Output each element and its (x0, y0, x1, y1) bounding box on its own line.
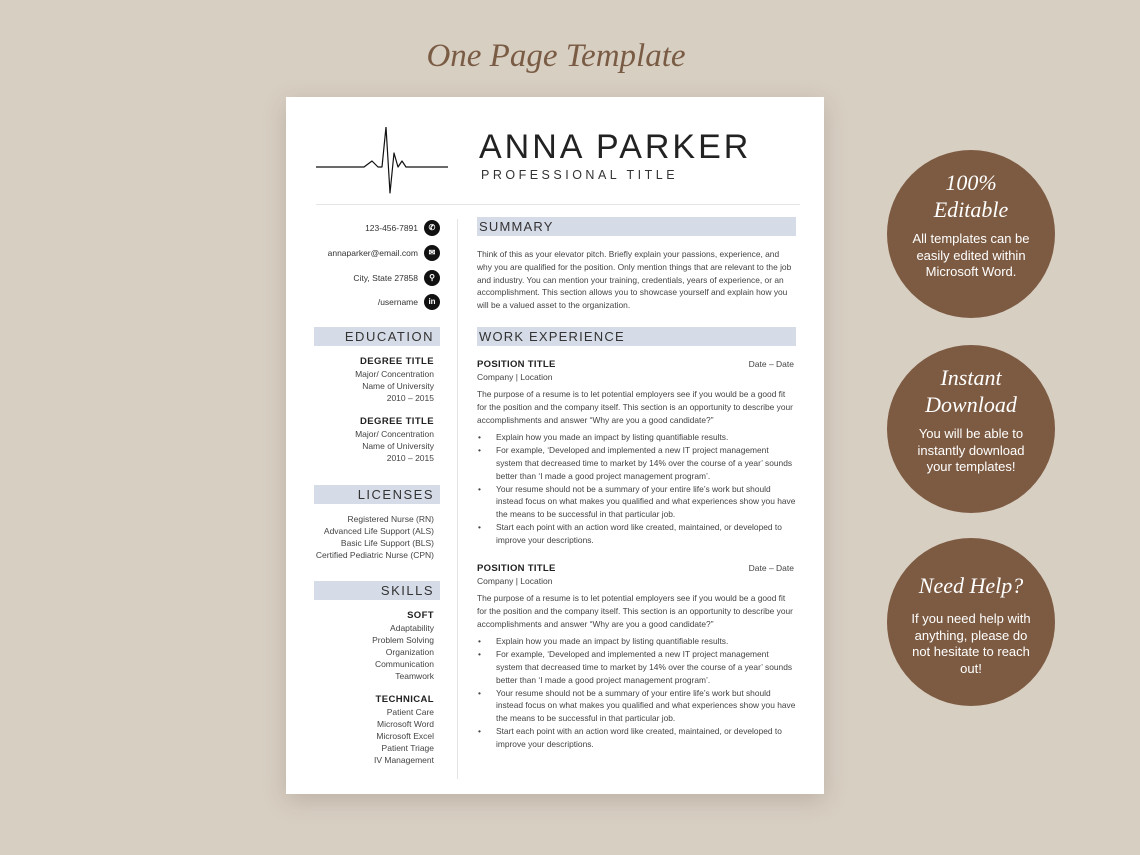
email-icon: ✉ (424, 245, 440, 261)
contact-location (353, 269, 440, 287)
soft-skills-title: SOFT (407, 610, 434, 621)
technical-skills-title: TECHNICAL (375, 694, 434, 705)
degree-years: 2010 – 2015 (386, 453, 434, 463)
contact-email (328, 244, 440, 262)
job-description: The purpose of a resume is to let potential employers see if you would be a good fit for the position and the company itself. This section is an opportunity to describe your accomplishments and answer “Why are you a good candidate?” (477, 389, 793, 425)
job-company: Company | Location (477, 372, 553, 382)
contact-linkedin (378, 293, 440, 311)
job-company: Company | Location (477, 576, 553, 586)
list-item: • Start each point with an action word like created, maintained, or developed to improve your descriptions. (477, 521, 796, 547)
skills-heading: SKILLS (314, 581, 440, 600)
skill-item: Microsoft Excel (376, 731, 434, 741)
header-divider (316, 204, 800, 205)
job-entry (477, 359, 796, 547)
list-item: • For example, ‘Developed and implemented a new IT project management system that decreased time to market by 14% over the course of a year’ sounds better than ‘I made a good project management program’. (477, 444, 796, 482)
summary-text: Think of this as your elevator pitch. Briefly explain your passions, experience, and why you are qualified for the position. Only mention things that are relevant to the job and industry. You can mention your training, credentials, years of experience, or an accomplishment. This section allows you to showcase yourself and explain how you will be a valued asset to the organization. (477, 249, 792, 311)
licenses-list (316, 513, 434, 561)
list-item: • Start each point with an action word like created, maintained, or developed to improve your descriptions. (477, 725, 796, 751)
skill-item: Patient Triage (381, 743, 434, 753)
license-item: Advanced Life Support (ALS) (323, 526, 434, 536)
education-entry (355, 416, 434, 464)
badge-text: If you need help with anything, please do not hesitate to reach out! (911, 611, 1031, 676)
heartbeat-line-icon (316, 127, 448, 195)
list-item: • Your resume should not be a summary of your entire life’s work but should instead focus on what makes you qualified and what experiences show you have the means to be successful in that particular job. (477, 483, 796, 521)
license-item: Basic Life Support (BLS) (340, 538, 434, 548)
degree-school: Name of University (362, 381, 434, 391)
badge-heading-line: Need Help? (918, 573, 1024, 598)
education-entry (355, 356, 434, 404)
job-bullets (477, 635, 796, 750)
soft-skills (372, 610, 434, 682)
badge-instant-download (887, 345, 1055, 513)
skill-item: Adaptability (390, 623, 434, 633)
list-item: • Explain how you made an impact by listing quantifiable results. (477, 635, 796, 648)
job-date: Date – Date (748, 563, 794, 573)
job-title: POSITION TITLE (477, 359, 556, 370)
licenses-heading: LICENSES (314, 485, 440, 504)
job-title: POSITION TITLE (477, 563, 556, 574)
skill-item: Microsoft Word (377, 719, 434, 729)
job-entry (477, 563, 796, 751)
linkedin-icon: in (424, 294, 440, 310)
badge-heading-line: Instant (940, 365, 1002, 390)
job-bullets (477, 431, 796, 546)
license-item: Registered Nurse (RN) (347, 514, 434, 524)
badge-heading-line: Editable (933, 197, 1009, 222)
location-pin-icon: ⚲ (424, 270, 440, 286)
skill-item: Organization (385, 647, 434, 657)
skill-item: IV Management (373, 755, 434, 765)
badge-heading-line: 100% (945, 170, 997, 195)
skill-item: Teamwork (395, 671, 434, 681)
badge-text: You will be able to instantly download your templates! (917, 426, 1025, 474)
column-divider (457, 219, 458, 779)
email-text: annaparker@email.com (327, 248, 418, 258)
skill-item: Problem Solving (372, 635, 434, 645)
contact-phone (365, 219, 440, 237)
degree-major: Major/ Concentration (355, 369, 434, 379)
list-item: • Explain how you made an impact by listing quantifiable results. (477, 431, 796, 444)
badge-need-help (887, 538, 1055, 706)
degree-years: 2010 – 2015 (386, 393, 434, 403)
degree-title: DEGREE TITLE (360, 416, 434, 427)
summary-heading: SUMMARY (477, 217, 796, 236)
list-item: • For example, ‘Developed and implemented a new IT project management system that decreased time to market by 14% over the course of a year’ sounds better than ‘I made a good project management program’. (477, 648, 796, 686)
linkedin-text: /username (377, 297, 418, 307)
page-headline: One Page Template (426, 38, 686, 74)
education-heading: EDUCATION (314, 327, 440, 346)
badge-text: All templates can be easily edited within Microsoft Word. (912, 231, 1030, 279)
badge-heading-line: Download (925, 392, 1017, 417)
job-date: Date – Date (748, 359, 794, 369)
license-item: Certified Pediatric Nurse (CPN) (315, 550, 434, 560)
technical-skills (374, 694, 434, 766)
location-text: City, State 27858 (353, 273, 418, 283)
work-experience-heading: WORK EXPERIENCE (477, 327, 796, 346)
professional-title: PROFESSIONAL TITLE (481, 168, 679, 182)
degree-major: Major/ Concentration (355, 429, 434, 439)
list-item: • Your resume should not be a summary of your entire life’s work but should instead focus on what makes you qualified and what experiences show you have the means to be successful in that particular job. (477, 687, 796, 725)
degree-title: DEGREE TITLE (360, 356, 434, 367)
resume-page (286, 97, 824, 794)
resume-name: ANNA PARKER (479, 128, 752, 166)
phone-icon: ✆ (424, 220, 440, 236)
skill-item: Communication (374, 659, 434, 669)
job-description: The purpose of a resume is to let potential employers see if you would be a good fit for the position and the company itself. This section is an opportunity to describe your accomplishments and answer “Why are you a good candidate?” (477, 593, 793, 629)
degree-school: Name of University (362, 441, 434, 451)
skill-item: Patient Care (386, 707, 434, 717)
badge-editable (887, 150, 1055, 318)
phone-text: 123-456-7891 (365, 223, 418, 233)
